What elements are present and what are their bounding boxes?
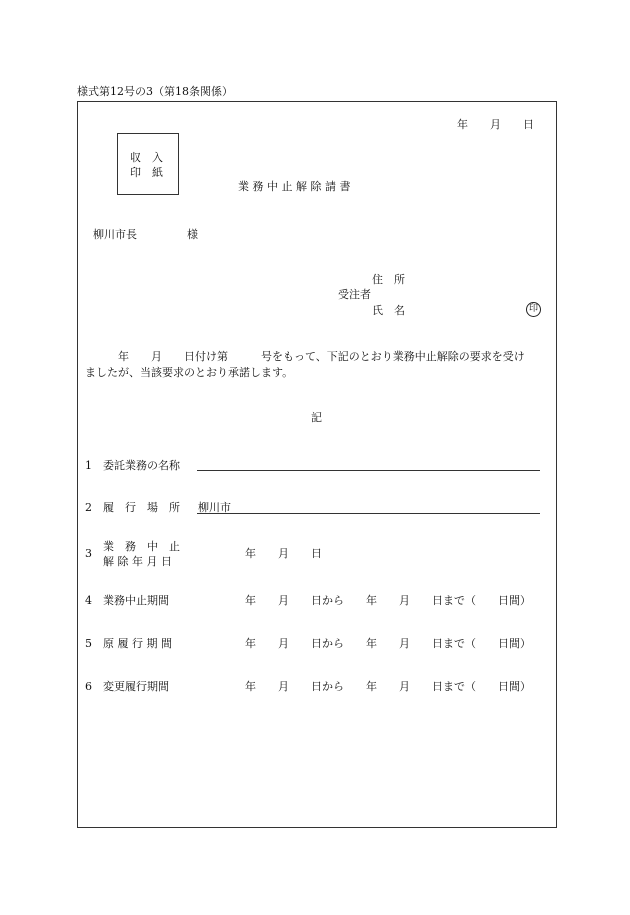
item-1-label: 委託業務の名称: [103, 459, 180, 472]
item-5-period: 年 月 日から 年 月 日まで（ 日間）: [245, 637, 531, 650]
addressee-name: 柳川市長: [93, 228, 137, 241]
item-2-label: 履 行 場 所: [103, 501, 180, 514]
item-3-date: 年 月 日: [245, 547, 322, 560]
body-text-line1: 年 月 日付け第 号をもって、下記のとおり業務中止解除の要求を受け: [118, 350, 525, 363]
item-6-period: 年 月 日から 年 月 日まで（ 日間）: [245, 680, 531, 693]
date-line: 年 月 日: [457, 118, 534, 131]
contractor-address-label: 住 所: [372, 273, 405, 286]
contractor-label: 受注者: [338, 288, 371, 301]
seal-icon: 印: [526, 302, 541, 317]
item-5-number: 5: [85, 637, 92, 650]
item-2-underline: [197, 513, 540, 514]
stamp-label-line2: 印 紙: [130, 166, 163, 179]
item-1-underline: [197, 470, 540, 471]
ki-heading: 記: [311, 411, 322, 424]
item-5-label: 原 履 行 期 間: [103, 637, 172, 650]
item-4-number: 4: [85, 594, 92, 607]
form-reference: 様式第12号の3（第18条関係）: [77, 85, 233, 98]
item-2-number: 2: [85, 501, 92, 514]
item-3-label-line1: 業 務 中 止: [103, 540, 180, 553]
contractor-name-label: 氏 名: [372, 304, 405, 317]
item-6-label: 変更履行期間: [103, 680, 169, 693]
page-title: 業 務 中 止 解 除 請 書: [238, 180, 351, 193]
item-1-number: 1: [85, 459, 92, 472]
item-2-value: 柳川市: [198, 501, 231, 514]
item-4-label: 業務中止期間: [103, 594, 169, 607]
item-3-label-line2: 解 除 年 月 日: [103, 555, 172, 568]
item-3-number: 3: [85, 547, 92, 560]
stamp-label-line1: 収 入: [130, 151, 163, 164]
item-4-period: 年 月 日から 年 月 日まで（ 日間）: [245, 594, 531, 607]
item-6-number: 6: [85, 680, 92, 693]
addressee-honorific: 様: [187, 228, 198, 241]
body-text-line2: ましたが、当該要求のとおり承諾します。: [85, 366, 294, 379]
